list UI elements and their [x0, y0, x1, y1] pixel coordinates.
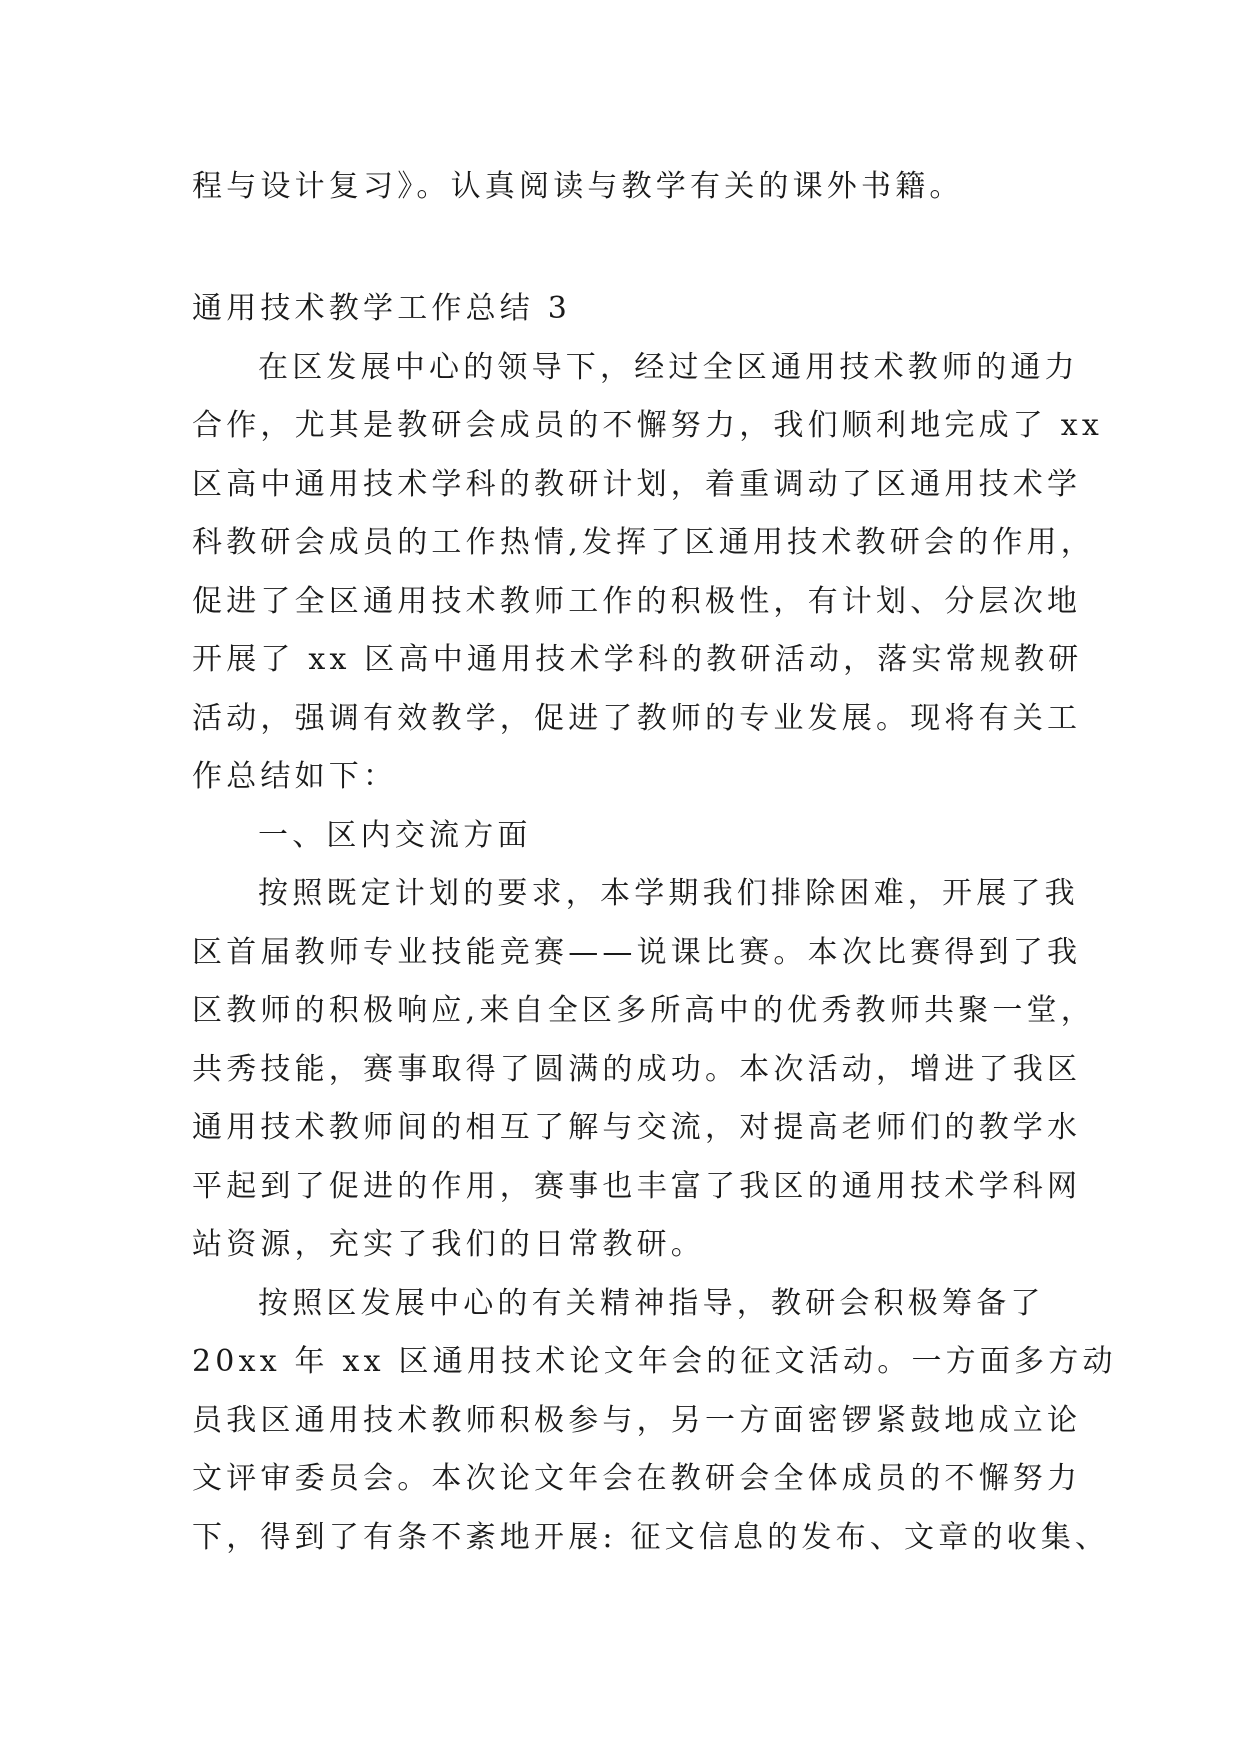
section-body — [192, 280, 1117, 1567]
paragraph-line: 下，得到了有条不紊地开展: 征文信息的发布、文章的收集、 — [192, 1519, 1110, 1555]
paragraph-line: 20xx 年 xx 区通用技术论文年会的征文活动。一方面多方动 — [192, 1344, 1117, 1379]
paragraph-line: 文评审委员会。本次论文年会在教研会全体成员的不懈努力 — [192, 1461, 1082, 1496]
paper-conference-paragraph — [192, 1275, 1117, 1568]
paragraph-line: 程与设计复习》。认真阅读与教学有关的课外书籍。 — [192, 169, 964, 204]
previous-section-fragment — [192, 158, 1054, 217]
paragraph-line: 作总结如下： — [192, 759, 398, 794]
section-title: 通用技术教学工作总结 3 — [192, 291, 572, 326]
paragraph-line: 区教师的积极响应,来自全区多所高中的优秀教师共聚一堂， — [192, 993, 1095, 1028]
paragraph-line: 活动，强调有效教学，促进了教师的专业发展。现将有关工 — [192, 700, 1082, 736]
paragraph-line: 共秀技能，赛事取得了圆满的成功。本次活动，增进了我区 — [192, 1051, 1082, 1087]
paragraph-line: 按照既定计划的要求，本学期我们排除困难，开展了我 — [258, 876, 1079, 911]
paragraph-line: 平起到了促进的作用，赛事也丰富了我区的通用技术学科网 — [192, 1168, 1082, 1204]
intro-paragraph — [192, 339, 1103, 807]
paragraph-line: 站资源，充实了我们的日常教研。 — [192, 1227, 705, 1262]
paragraph-line: 合作，尤其是教研会成员的不懈努力，我们顺利地完成了 xx — [192, 408, 1103, 443]
paragraph-line: 区首届教师专业技能竞赛——说课比赛。本次比赛得到了我 — [192, 934, 1082, 970]
paragraph-line: 科教研会成员的工作热情,发挥了区通用技术教研会的作用， — [192, 525, 1095, 560]
paragraph-line: 员我区通用技术教师积极参与，另一方面密锣紧鼓地成立论 — [192, 1402, 1082, 1438]
paragraph-line: 在区发展中心的领导下，经过全区通用技术教师的通力 — [258, 349, 1079, 385]
paragraph-line: 促进了全区通用技术教师工作的积极性，有计划、分层次地 — [192, 583, 1082, 619]
competition-paragraph — [192, 865, 1095, 1275]
paragraph-line: 开展了 xx 区高中通用技术学科的教研活动，落实常规教研 — [192, 642, 1083, 677]
paragraph-line: 按照区发展中心的有关精神指导，教研会积极筹备了 — [258, 1285, 1045, 1321]
subheading-regional-exchange: 一、区内交流方面 — [258, 817, 532, 853]
paragraph-line: 通用技术教师间的相互了解与交流，对提高老师们的教学水 — [192, 1110, 1082, 1145]
paragraph-line: 区高中通用技术学科的教研计划，着重调动了区通用技术学 — [192, 466, 1082, 502]
